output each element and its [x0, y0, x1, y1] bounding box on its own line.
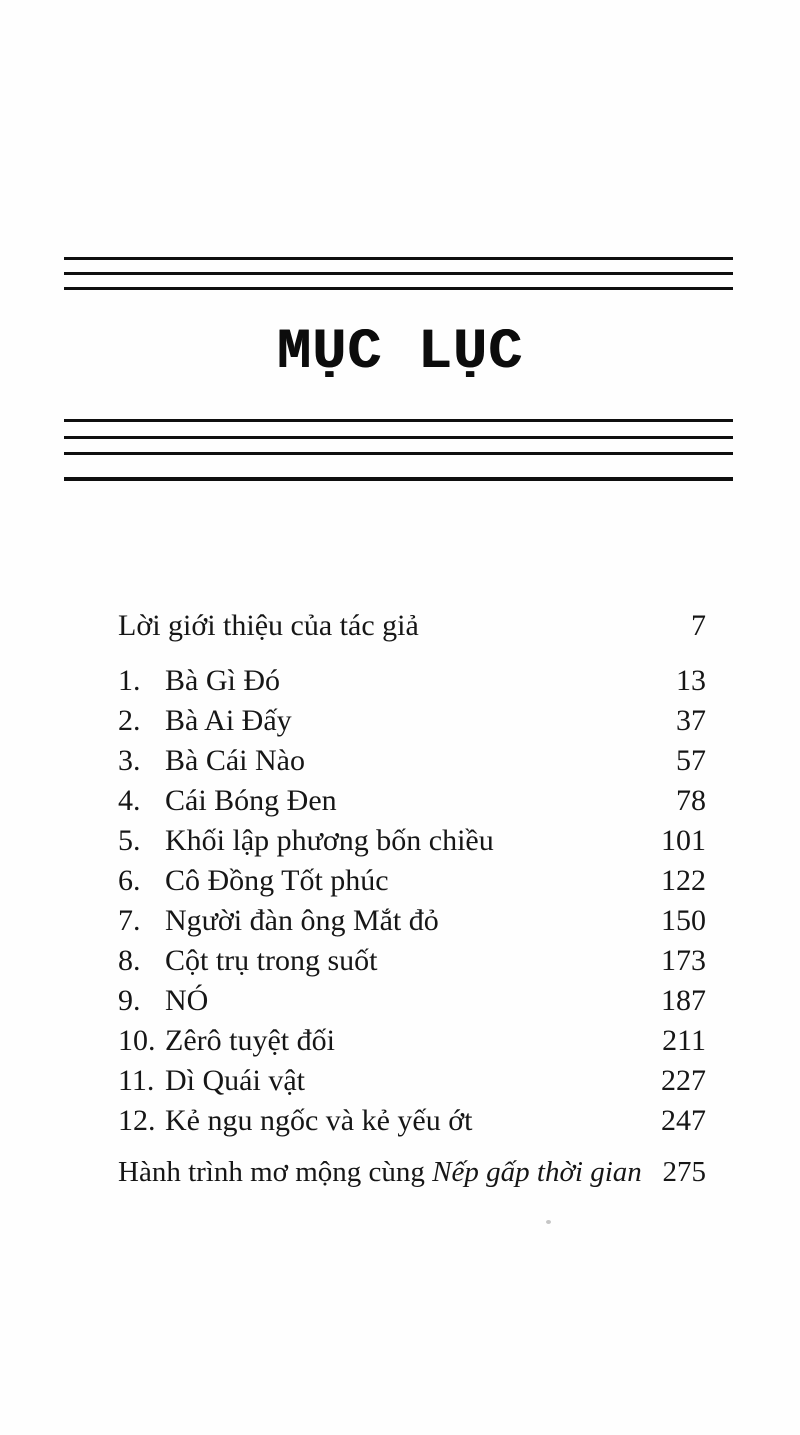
page-title: MỤC LỤC [276, 321, 524, 385]
toc-chapter-number: 6. [118, 864, 141, 897]
toc-entry-page-number: 150 [661, 904, 706, 937]
toc-entry-page-number: 187 [661, 984, 706, 1017]
toc-chapter-number: 7. [118, 904, 141, 937]
toc-entry-title: Cô Đồng Tốt phúc [165, 864, 389, 897]
toc-entry-page-number: 275 [662, 1155, 706, 1188]
ornament-rule-bottom-2 [64, 436, 733, 439]
ornament-rule-bottom-3 [64, 452, 733, 455]
toc-chapter-number: 12. [118, 1104, 156, 1137]
toc-chapter-row [118, 781, 706, 821]
toc-entry-title: NÓ [165, 984, 209, 1017]
toc-chapter-number: 4. [118, 784, 141, 817]
ornament-rule-bottom-4 [64, 477, 733, 481]
toc-entry-title [118, 1156, 663, 1189]
toc-entry-title: Bà Cái Nào [165, 744, 305, 777]
toc-chapter-row [118, 741, 706, 781]
toc-chapter-row [118, 861, 706, 901]
toc-chapter-number: 10. [118, 1024, 156, 1057]
toc-entry-title: Lời giới thiệu của tác giả [118, 609, 419, 642]
toc-chapter-number: 1. [118, 664, 141, 697]
toc-entry-page-number: 227 [661, 1064, 706, 1097]
toc-entry-page-number: 7 [691, 609, 706, 642]
toc-chapter-row [118, 941, 706, 981]
toc-entry-title: Kẻ ngu ngốc và kẻ yếu ớt [165, 1104, 473, 1137]
toc-entry-title: Khối lập phương bốn chiều [165, 824, 494, 857]
toc-chapter-number: 2. [118, 704, 141, 737]
toc-entry-page-number: 122 [661, 864, 706, 897]
toc-chapter-number: 11. [118, 1064, 155, 1097]
ornament-rule-top-3 [64, 287, 733, 290]
toc-entry-page-number: 211 [662, 1024, 706, 1057]
toc-entry-page-number: 37 [676, 704, 706, 737]
toc-entry-title: Bà Gì Đó [165, 664, 280, 697]
toc-entry-page-number: 173 [661, 944, 706, 977]
scan-artifact-dot [546, 1220, 551, 1224]
toc-chapter-list [118, 661, 706, 1141]
toc-outro-row [118, 1152, 706, 1192]
ornament-rule-bottom-1 [64, 419, 733, 422]
toc-chapter-row [118, 981, 706, 1021]
ornament-rule-top-1 [64, 257, 733, 260]
table-of-contents [118, 606, 706, 1192]
toc-outro-text: Hành trình mơ mộng cùng [118, 1155, 433, 1188]
toc-chapter-row [118, 1061, 706, 1101]
toc-outro-book-title: Nếp gấp thời gian [432, 1155, 642, 1188]
toc-entry-title: Cái Bóng Đen [165, 784, 337, 817]
toc-chapter-number: 9. [118, 984, 141, 1017]
toc-chapter-row [118, 901, 706, 941]
toc-chapter-row [118, 821, 706, 861]
toc-entry-page-number: 78 [676, 784, 706, 817]
toc-entry-title: Bà Ai Đấy [165, 704, 292, 737]
toc-entry-page-number: 13 [676, 664, 706, 697]
toc-entry-page-number: 101 [661, 824, 706, 857]
toc-entry-page-number: 57 [676, 744, 706, 777]
toc-entry-title: Zêrô tuyệt đối [165, 1024, 335, 1057]
toc-entry-title: Dì Quái vật [165, 1064, 305, 1097]
ornament-rule-top-2 [64, 272, 733, 275]
toc-entry-title: Người đàn ông Mắt đỏ [165, 904, 439, 937]
toc-chapter-row [118, 1101, 706, 1141]
toc-chapter-number: 8. [118, 944, 141, 977]
toc-chapter-row [118, 661, 706, 701]
toc-chapter-row [118, 1021, 706, 1061]
toc-chapter-row [118, 701, 706, 741]
toc-entry-title: Cột trụ trong suốt [165, 944, 378, 977]
toc-chapter-number: 5. [118, 824, 141, 857]
toc-entry-page-number: 247 [661, 1104, 706, 1137]
toc-chapter-number: 3. [118, 744, 141, 777]
toc-intro-row [118, 606, 706, 646]
